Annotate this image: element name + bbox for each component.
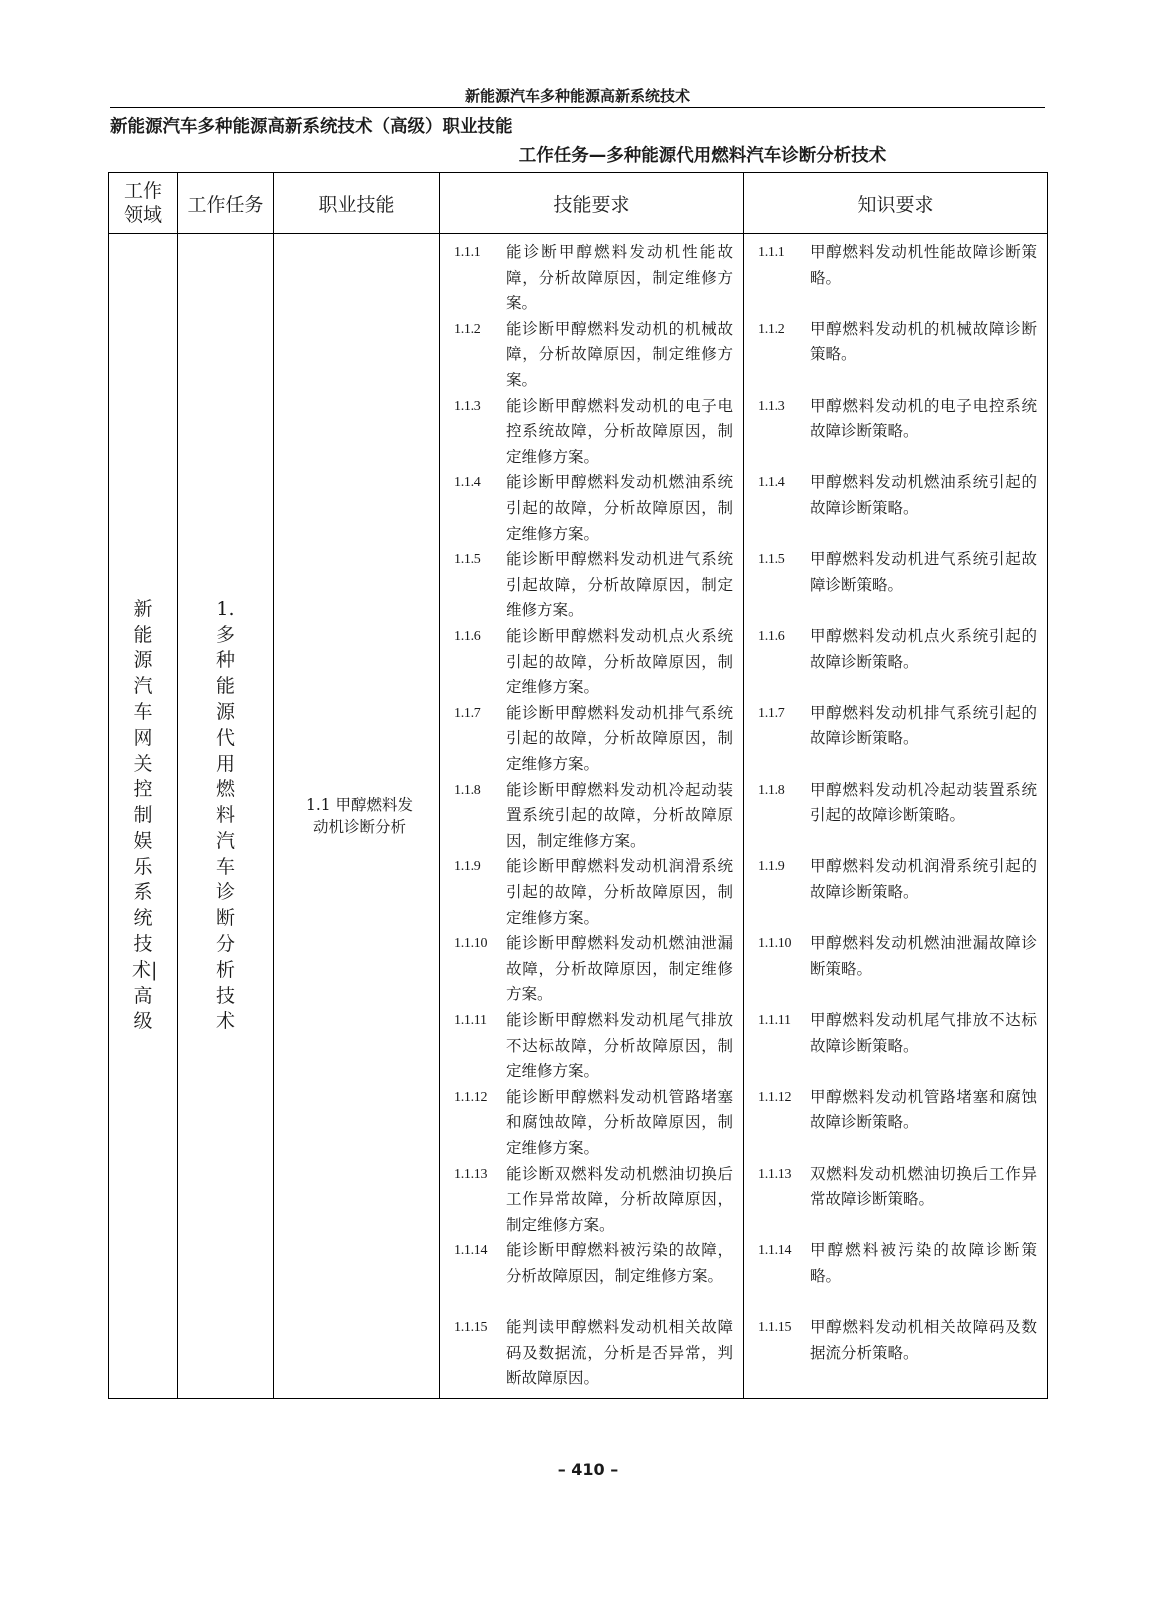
work-task-text: 多种能源代用燃料汽车诊断分析技术 [215, 623, 235, 1033]
skill-requirement-item [454, 1008, 733, 1085]
skill-requirement-item [454, 394, 733, 471]
skill-requirement-item [454, 547, 733, 624]
knowledge-requirement-text: 甲醇燃料发动机管路堵塞和腐蚀故障诊断策略。 [810, 1087, 1037, 1132]
skill-requirement-text: 能诊断甲醇燃料发动机排气系统引起的故障，分析故障原因，制定维修方案。 [506, 703, 733, 773]
knowledge-requirement-number: 1.1.7 [758, 705, 785, 721]
work-task-cell [178, 234, 274, 1399]
knowledge-requirement-text: 甲醇燃料发动机燃油系统引起的故障诊断策略。 [810, 473, 1037, 517]
knowledge-requirements-list [758, 240, 1037, 1392]
skill-requirement-number: 1.1.6 [454, 628, 481, 644]
running-head: 新能源汽车多种能源高新系统技术 [464, 87, 690, 105]
skill-requirement-item [454, 701, 733, 778]
skill-requirement-number: 1.1.10 [454, 936, 488, 952]
skill-requirement-text: 能诊断双燃料发动机燃油切换后工作异常故障，分析故障原因，制定维修方案。 [506, 1164, 733, 1234]
knowledge-requirement-text: 甲醇燃料发动机性能故障诊断策略。 [810, 243, 1037, 287]
skill-requirement-number: 1.1.11 [454, 1012, 487, 1028]
work-task-number: 1. [216, 597, 235, 620]
knowledge-requirement-text: 甲醇燃料发动机润滑系统引起的故障诊断策略。 [810, 857, 1037, 901]
knowledge-requirement-number: 1.1.1 [758, 245, 785, 260]
skill-requirement-number: 1.1.14 [454, 1243, 488, 1259]
header-knowledge-requirements: 知识要求 [744, 173, 1048, 234]
knowledge-requirement-number: 1.1.14 [758, 1243, 792, 1259]
knowledge-requirement-number: 1.1.10 [758, 936, 792, 952]
header-task: 工作任务 [178, 173, 274, 234]
knowledge-requirement-item [758, 701, 1037, 778]
header-rule [110, 107, 1045, 108]
knowledge-requirement-text: 甲醇燃料发动机点火系统引起的故障诊断策略。 [810, 626, 1037, 671]
skill-requirement-item [454, 778, 733, 855]
knowledge-requirement-item [758, 624, 1037, 701]
knowledge-requirement-text: 甲醇燃料发动机相关故障码及数据流分析策略。 [810, 1318, 1037, 1362]
skill-requirement-number: 1.1.3 [454, 398, 481, 414]
knowledge-requirement-number: 1.1.13 [758, 1166, 792, 1182]
header-skill: 职业技能 [274, 173, 440, 234]
skill-requirement-item [454, 1085, 733, 1162]
knowledge-requirement-item [758, 1008, 1037, 1085]
skill-requirement-number: 1.1.15 [454, 1320, 488, 1336]
skills-table [108, 172, 1048, 1399]
knowledge-requirements-cell [744, 234, 1048, 1399]
document-title: 新能源汽车多种能源高新系统技术（高级）职业技能 [110, 117, 513, 137]
knowledge-requirement-item [758, 1085, 1037, 1162]
skill-requirement-item [454, 240, 733, 317]
document-subtitle: 工作任务—多种能源代用燃料汽车诊断分析技术 [518, 146, 887, 166]
knowledge-requirement-item [758, 240, 1037, 317]
knowledge-requirement-item [758, 394, 1037, 471]
table-row [109, 234, 1048, 1399]
skill-requirement-text: 能诊断甲醇燃料发动机燃油泄漏故障，分析故障原因，制定维修方案。 [506, 934, 733, 1004]
skill-requirement-item [454, 931, 733, 1008]
knowledge-requirement-item [758, 854, 1037, 931]
skill-requirement-text: 能诊断甲醇燃料发动机点火系统引起的故障，分析故障原因，制定维修方案。 [506, 626, 733, 697]
knowledge-requirement-text: 甲醇燃料发动机进气系统引起故障诊断策略。 [810, 550, 1037, 594]
knowledge-requirement-item [758, 470, 1037, 547]
skill-requirement-number: 1.1.12 [454, 1089, 488, 1105]
header-skill-requirements: 技能要求 [440, 173, 744, 234]
knowledge-requirement-item [758, 1162, 1037, 1239]
knowledge-requirement-item [758, 1238, 1037, 1315]
work-domain-cell [109, 234, 178, 1399]
header-domain: 工作领域 [109, 173, 178, 234]
skill-requirement-text: 能诊断甲醇燃料发动机管路堵塞和腐蚀故障，分析故障原因，制定维修方案。 [506, 1087, 733, 1157]
skill-requirement-number: 1.1.9 [454, 859, 481, 875]
knowledge-requirement-text: 双燃料发动机燃油切换后工作异常故障诊断策略。 [810, 1164, 1037, 1209]
page-number: – 410 – [557, 1460, 619, 1479]
knowledge-requirement-number: 1.1.8 [758, 782, 785, 798]
knowledge-requirement-number: 1.1.6 [758, 628, 785, 644]
knowledge-requirement-text: 甲醇燃料被污染的故障诊断策略。 [810, 1241, 1037, 1285]
knowledge-requirement-number: 1.1.5 [758, 552, 785, 568]
knowledge-requirement-item [758, 317, 1037, 394]
skill-requirement-number: 1.1.7 [454, 705, 481, 721]
skill-requirement-item [454, 1238, 733, 1315]
skill-requirement-text: 能诊断甲醇燃料被污染的故障，分析故障原因，制定维修方案。 [506, 1241, 733, 1285]
skill-requirement-text: 能判读甲醇燃料发动机相关故障码及数据流，分析是否异常，判断故障原因。 [506, 1318, 733, 1388]
skill-requirement-item [454, 470, 733, 547]
skill-requirement-text: 能诊断甲醇燃料发动机进气系统引起故障，分析故障原因，制定维修方案。 [506, 550, 733, 620]
skill-requirement-item [454, 1162, 733, 1239]
knowledge-requirement-text: 甲醇燃料发动机排气系统引起的故障诊断策略。 [810, 703, 1037, 748]
skill-requirement-text: 能诊断甲醇燃料发动机的机械故障，分析故障原因，制定维修方案。 [506, 319, 733, 389]
knowledge-requirement-number: 1.1.9 [758, 859, 785, 875]
knowledge-requirement-text: 甲醇燃料发动机的机械故障诊断策略。 [810, 319, 1037, 364]
knowledge-requirement-text: 甲醇燃料发动机尾气排放不达标故障诊断策略。 [810, 1010, 1037, 1055]
skill-requirement-item [454, 624, 733, 701]
skill-requirement-number: 1.1.1 [454, 245, 481, 260]
knowledge-requirement-item [758, 1315, 1037, 1392]
skill-requirement-text: 能诊断甲醇燃料发动机燃油系统引起的故障，分析故障原因，制定维修方案。 [506, 473, 733, 543]
skill-requirement-text: 能诊断甲醇燃料发动机尾气排放不达标故障，分析故障原因，制定维修方案。 [506, 1010, 733, 1081]
skill-requirement-text: 能诊断甲醇燃料发动机润滑系统引起的故障，分析故障原因，制定维修方案。 [506, 857, 733, 927]
skill-requirements-cell [440, 234, 744, 1399]
knowledge-requirement-number: 1.1.15 [758, 1320, 792, 1336]
knowledge-requirement-number: 1.1.12 [758, 1089, 792, 1105]
knowledge-requirement-number: 1.1.11 [758, 1012, 791, 1028]
skill-requirement-number: 1.1.2 [454, 321, 481, 337]
skill-requirement-text: 能诊断甲醇燃料发动机性能故障，分析故障原因，制定维修方案。 [506, 243, 733, 313]
skill-requirement-number: 1.1.4 [454, 475, 481, 491]
skill-requirement-number: 1.1.5 [454, 552, 481, 568]
knowledge-requirement-text: 甲醇燃料发动机冷起动装置系统引起的故障诊断策略。 [810, 780, 1037, 825]
knowledge-requirement-item [758, 547, 1037, 624]
table-header-row [109, 173, 1048, 234]
skill-requirement-text: 能诊断甲醇燃料发动机的电子电控系统故障，分析故障原因，制定维修方案。 [506, 396, 733, 466]
knowledge-requirement-item [758, 778, 1037, 855]
knowledge-requirement-text: 甲醇燃料发动机的电子电控系统故障诊断策略。 [810, 396, 1037, 441]
skill-requirement-item [454, 317, 733, 394]
knowledge-requirement-item [758, 931, 1037, 1008]
vocational-skill-cell: 1.1 甲醇燃料发动机诊断分析 [274, 234, 440, 1399]
skill-requirements-list [454, 240, 733, 1392]
work-domain-text: 新能源汽车网关控制娱乐系统技术|高级 [132, 597, 158, 1033]
knowledge-requirement-text: 甲醇燃料发动机燃油泄漏故障诊断策略。 [810, 934, 1037, 978]
skill-requirement-number: 1.1.13 [454, 1166, 488, 1182]
knowledge-requirement-number: 1.1.3 [758, 398, 785, 414]
skill-requirement-text: 能诊断甲醇燃料发动机冷起动装置系统引起的故障，分析故障原因，制定维修方案。 [506, 780, 733, 850]
knowledge-requirement-number: 1.1.2 [758, 321, 785, 337]
skill-requirement-item [454, 854, 733, 931]
skill-requirement-number: 1.1.8 [454, 782, 481, 798]
knowledge-requirement-number: 1.1.4 [758, 475, 785, 491]
skill-requirement-item [454, 1315, 733, 1392]
